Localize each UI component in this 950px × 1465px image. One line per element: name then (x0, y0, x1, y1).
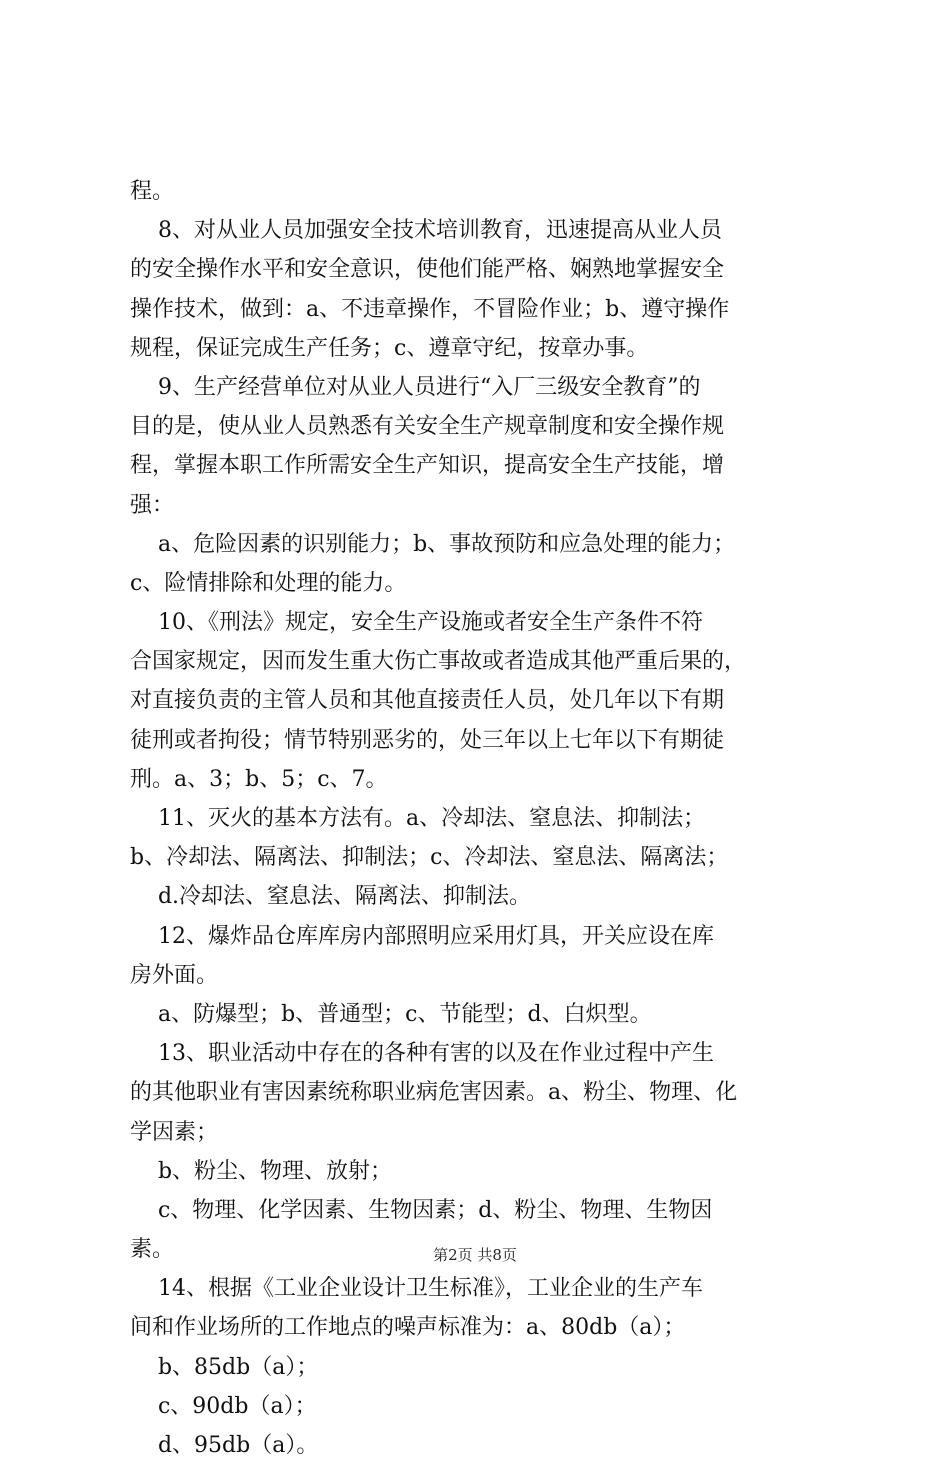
text-line: d.冷却法、窒息法、隔离法、抑制法。 (130, 884, 532, 910)
text-line: a、防爆型；b、普通型；c、节能型；d、白炽型。 (130, 1001, 652, 1027)
text-line: 目的是，使从业人员熟悉有关安全生产规章制度和安全操作规 (130, 414, 725, 440)
text-line: 强： (130, 492, 175, 518)
text-line: d、95db（a）。 (130, 1433, 319, 1458)
text-line: c、物理、化学因素、生物因素；d、粉尘、物理、生物因 (130, 1197, 713, 1223)
text-line: 14、根据《工业企业设计卫生标准》，工业企业的生产车 (130, 1276, 703, 1302)
document-body (130, 172, 830, 1465)
text-line: 规程，保证完成生产任务；c、遵章守纪，按章办事。 (130, 335, 649, 361)
text-line: 操作技术，做到：a、不违章操作，不冒险作业；b、遵守操作 (130, 296, 730, 322)
text-line: 学因素； (130, 1119, 219, 1145)
text-line: 的其他职业有害因素统称职业病危害因素。a、粉尘、物理、化 (130, 1080, 738, 1106)
text-line: 素。 (130, 1237, 175, 1263)
text-line: 8、对从业人员加强安全技术培训教育，迅速提高从业人员 (130, 218, 722, 244)
text-line: c、险情排除和处理的能力。 (130, 570, 407, 596)
page-footer: 第2页 共8页 (433, 1246, 517, 1264)
text-line: 对直接负责的主管人员和其他直接责任人员，处几年以下有期 (130, 688, 725, 714)
text-line: 刑。a、3；b、5；c、7。 (130, 766, 388, 792)
text-line: 徒刑或者拘役；情节特别恶劣的，处三年以上七年以下有期徒 (130, 727, 725, 753)
text-line: a、危险因素的识别能力；b、事故预防和应急处理的能力； (130, 531, 736, 557)
text-line: 程，掌握本职工作所需安全生产知识，提高安全生产技能，增 (130, 453, 725, 479)
text-line: 合国家规定，因而发生重大伤亡事故或者造成其他严重后果的， (130, 649, 747, 675)
text-line: b、冷却法、隔离法、抑制法；c、冷却法、窒息法、隔离法； (130, 845, 729, 871)
text-line: c、90db（a）； (130, 1393, 317, 1419)
text-line: 间和作业场所的工作地点的噪声标准为：a、80db（a）； (130, 1315, 686, 1341)
text-line: 9、生产经营单位对从业人员进行“入厂三级安全教育”的 (130, 374, 701, 400)
text-line: 13、职业活动中存在的各种有害的以及在作业过程中产生 (130, 1041, 714, 1067)
text-line: 程。 (130, 179, 175, 204)
text-line: 11、灭火的基本方法有。a、冷却法、窒息法、抑制法； (130, 806, 706, 831)
text-line: 的安全操作水平和安全意识，使他们能严格、娴熟地掌握安全 (130, 257, 725, 283)
text-line: 10、《刑法》规定，安全生产设施或者安全生产条件不符 (130, 610, 703, 636)
text-line: b、85db（a）； (130, 1354, 319, 1380)
text-line: 房外面。 (130, 962, 219, 988)
text-line: 12、爆炸品仓库库房内部照明应采用灯具，开关应设在库 (130, 923, 714, 949)
text-line: b、粉尘、物理、放射； (130, 1158, 393, 1184)
